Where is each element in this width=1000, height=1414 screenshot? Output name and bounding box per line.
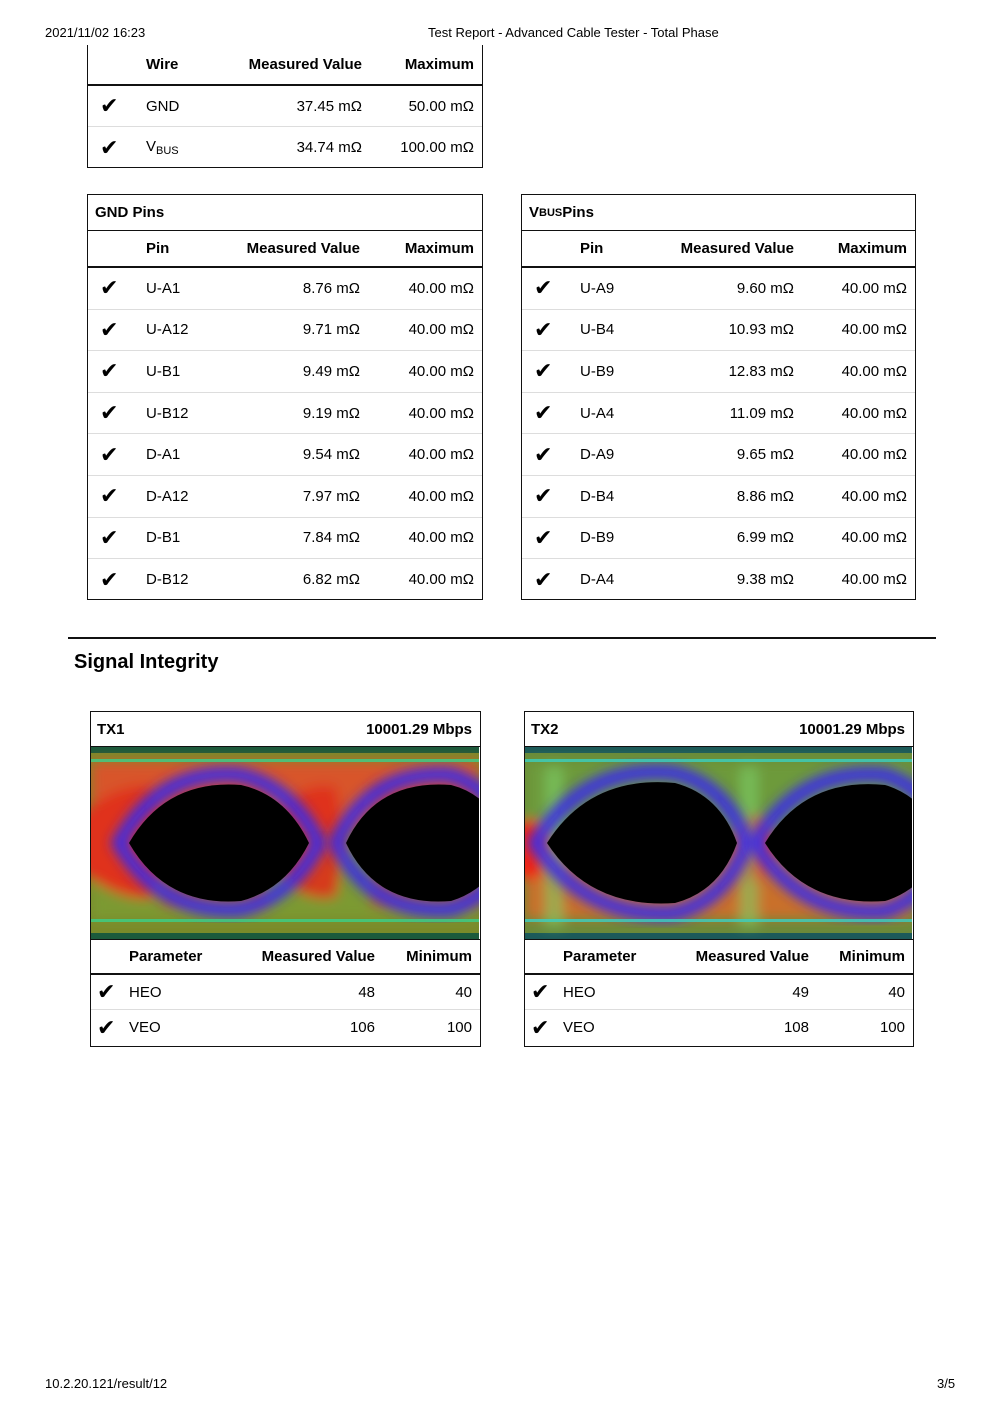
measured-value: 9.38 mΩ [736, 571, 794, 589]
header-wire: Wire [146, 56, 179, 73]
check-icon: ✔ [100, 566, 119, 592]
param-name: HEO [563, 983, 596, 1001]
print-timestamp: 2021/11/02 16:23 [45, 25, 146, 40]
maximum-value: 100.00 mΩ [400, 139, 474, 156]
measured-value: 7.97 mΩ [302, 487, 360, 505]
measured-value: 8.76 mΩ [302, 279, 360, 297]
pin-name: D-B9 [580, 529, 615, 547]
header-pin: Pin [146, 240, 170, 257]
pin-name: U-B4 [580, 321, 615, 339]
check-icon: ✔ [534, 275, 553, 301]
check-icon: ✔ [100, 441, 119, 467]
maximum-value: 40.00 mΩ [408, 571, 474, 589]
header-measured: Measured Value [695, 948, 809, 965]
pin-name: U-A1 [146, 279, 181, 297]
wire-table [87, 45, 483, 168]
tx2-param-header [525, 939, 913, 975]
tx2-rate: 10001.29 Mbps [799, 720, 905, 738]
measured-value: 11.09 mΩ [729, 404, 794, 422]
maximum-value: 40.00 mΩ [841, 571, 907, 589]
table-row [522, 518, 915, 560]
table-row [88, 86, 482, 127]
pin-name: D-B4 [580, 487, 615, 505]
measured-value: 9.65 mΩ [736, 446, 794, 464]
table-row [91, 975, 480, 1010]
header-minimum: Minimum [406, 948, 472, 965]
wire-table-header [88, 45, 482, 86]
pin-name: U-B12 [146, 404, 189, 422]
tx2-eye-diagram [525, 747, 912, 939]
maximum-value: 40.00 mΩ [841, 487, 907, 505]
signal-integrity-title: Signal Integrity [74, 651, 219, 673]
table-row [522, 393, 915, 435]
table-row [88, 393, 482, 435]
table-row [88, 351, 482, 393]
measured-value: 9.49 mΩ [302, 362, 360, 380]
tx1-eye-diagram [91, 747, 479, 939]
check-icon: ✔ [534, 566, 553, 592]
print-url: 10.2.20.121/result/12 [45, 1376, 168, 1391]
header-measured: Measured Value [248, 56, 362, 73]
pin-name: D-A9 [580, 446, 615, 464]
maximum-value: 50.00 mΩ [408, 97, 474, 115]
measured-value: 9.60 mΩ [736, 279, 794, 297]
check-icon: ✔ [97, 1014, 116, 1040]
maximum-value: 40.00 mΩ [408, 279, 474, 297]
measured-value: 106 [349, 1019, 375, 1036]
table-row [525, 1010, 913, 1045]
table-row [522, 268, 915, 310]
print-title: Test Report - Advanced Cable Tester - Total Phase [428, 25, 719, 40]
header-minimum: Minimum [839, 948, 905, 965]
header-measured: Measured Value [246, 240, 360, 257]
minimum-value: 40 [888, 983, 905, 1001]
pin-name: D-A12 [146, 487, 189, 505]
measured-value: 8.86 mΩ [736, 487, 794, 505]
pin-name: U-B1 [146, 362, 181, 380]
check-icon: ✔ [100, 483, 119, 509]
maximum-value: 40.00 mΩ [841, 404, 907, 422]
maximum-value: 40.00 mΩ [408, 446, 474, 464]
measured-value: 6.82 mΩ [302, 571, 360, 589]
check-icon: ✔ [531, 979, 550, 1004]
pin-name: D-A1 [146, 446, 181, 464]
gnd-pins-table [87, 194, 483, 600]
gnd-pins-title: GND Pins [88, 195, 482, 231]
pin-name: U-B9 [580, 362, 615, 380]
check-icon: ✔ [100, 400, 119, 426]
header-parameter: Parameter [563, 948, 637, 965]
maximum-value: 40.00 mΩ [841, 279, 907, 297]
table-row [522, 351, 915, 393]
measured-value: 34.74 mΩ [296, 139, 362, 156]
tx1-name: TX1 [97, 720, 125, 738]
table-row [522, 310, 915, 352]
measured-value: 108 [783, 1019, 809, 1036]
table-row [88, 559, 482, 601]
maximum-value: 40.00 mΩ [408, 487, 474, 505]
measured-value: 37.45 mΩ [296, 97, 362, 115]
check-icon: ✔ [100, 358, 119, 384]
check-icon: ✔ [534, 358, 553, 384]
vbus-pins-header [522, 231, 915, 268]
wire-name: GND [146, 97, 180, 115]
vbus-pins-table [521, 194, 916, 600]
tx2-panel [524, 711, 914, 1047]
minimum-value: 40 [455, 983, 472, 1001]
check-icon: ✔ [534, 441, 553, 467]
maximum-value: 40.00 mΩ [408, 321, 474, 339]
check-icon: ✔ [100, 134, 119, 160]
check-icon: ✔ [100, 524, 119, 550]
check-icon: ✔ [531, 1014, 550, 1040]
pin-name: D-B12 [146, 571, 189, 589]
measured-value: 48 [358, 983, 375, 1001]
minimum-value: 100 [879, 1019, 905, 1036]
header-maximum: Maximum [404, 240, 474, 257]
tx1-rate: 10001.29 Mbps [366, 720, 472, 738]
minimum-value: 100 [446, 1019, 472, 1036]
check-icon: ✔ [100, 316, 119, 342]
header-maximum: Maximum [404, 56, 474, 73]
measured-value: 49 [792, 983, 809, 1001]
page-number: 3/5 [937, 1376, 956, 1391]
header-pin: Pin [580, 240, 604, 257]
section-divider [68, 637, 936, 639]
measured-value: 9.19 mΩ [302, 404, 360, 422]
table-row [522, 476, 915, 518]
measured-value: 7.84 mΩ [302, 529, 360, 547]
pin-name: D-A4 [580, 571, 615, 589]
table-row [88, 518, 482, 560]
param-name: VEO [563, 1019, 595, 1036]
wire-name: $V_{BUS}$ [146, 138, 179, 157]
measured-value: 10.93 mΩ [728, 321, 794, 339]
check-icon: ✔ [97, 979, 116, 1004]
pin-name: U-A9 [580, 279, 615, 297]
measured-value: 9.71 mΩ [302, 321, 360, 339]
table-row [91, 1010, 480, 1045]
check-icon: ✔ [100, 93, 119, 118]
maximum-value: 40.00 mΩ [841, 529, 907, 547]
check-icon: ✔ [100, 275, 119, 301]
header-measured: Measured Value [261, 948, 375, 965]
maximum-value: 40.00 mΩ [841, 321, 907, 339]
pin-name: U-A4 [580, 404, 615, 422]
check-icon: ✔ [534, 524, 553, 550]
pin-name: D-B1 [146, 529, 181, 547]
table-row [88, 476, 482, 518]
check-icon: ✔ [534, 400, 553, 426]
table-row [88, 434, 482, 476]
table-row [88, 127, 482, 168]
check-icon: ✔ [534, 483, 553, 509]
header-parameter: Parameter [129, 948, 203, 965]
table-row [522, 559, 915, 601]
table-row [88, 268, 482, 310]
tx1-param-header [91, 939, 480, 975]
maximum-value: 40.00 mΩ [841, 446, 907, 464]
maximum-value: 40.00 mΩ [408, 362, 474, 380]
measured-value: 9.54 mΩ [302, 446, 360, 464]
gnd-pins-header [88, 231, 482, 268]
param-name: HEO [129, 983, 162, 1001]
header-measured: Measured Value [680, 240, 794, 257]
param-name: VEO [129, 1019, 161, 1036]
table-row [88, 310, 482, 352]
maximum-value: 40.00 mΩ [408, 529, 474, 547]
table-row [525, 975, 913, 1010]
measured-value: 12.83 mΩ [728, 362, 794, 380]
tx2-name: TX2 [531, 720, 559, 738]
pin-name: U-A12 [146, 321, 189, 339]
maximum-value: 40.00 mΩ [408, 404, 474, 422]
measured-value: 6.99 mΩ [736, 529, 794, 547]
vbus-pins-title: V BUS Pins [522, 195, 915, 231]
maximum-value: 40.00 mΩ [841, 362, 907, 380]
tx1-panel [90, 711, 481, 1047]
table-row [522, 434, 915, 476]
check-icon: ✔ [534, 316, 553, 342]
header-maximum: Maximum [837, 240, 907, 257]
